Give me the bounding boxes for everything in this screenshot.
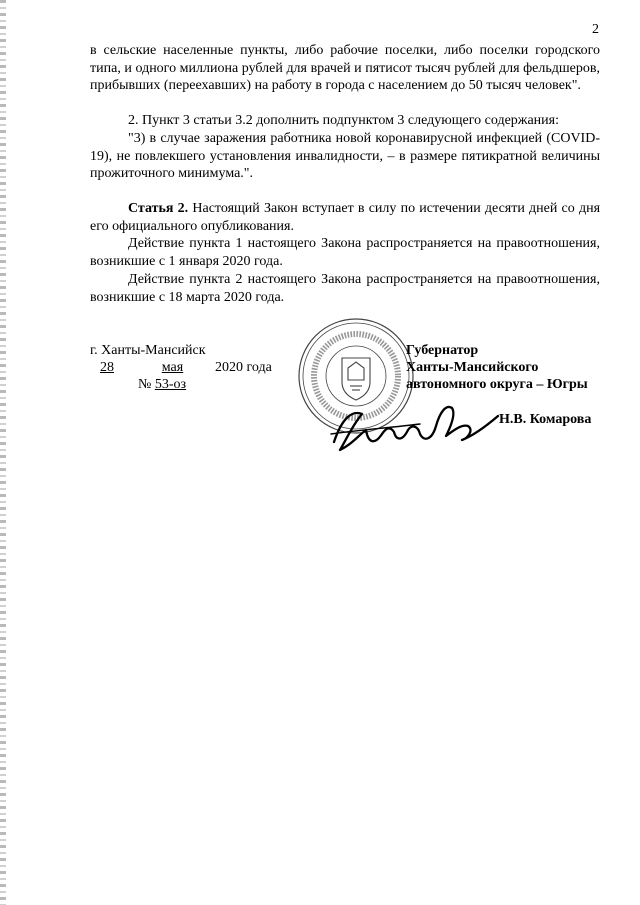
signing-place: г. Ханты-Мансийск bbox=[90, 343, 206, 358]
law-number-value: 53-оз bbox=[154, 377, 187, 392]
governor-title-2: Ханты-Мансийского bbox=[406, 360, 539, 375]
paragraph-amendment: 2. Пункт 3 статьи 3.2 дополнить подпунктом 3 следующего содержания: bbox=[128, 113, 559, 128]
signing-month: мая bbox=[161, 360, 184, 375]
signing-date bbox=[90, 360, 272, 376]
law-number-prefix: № bbox=[138, 377, 152, 392]
article-text: Настоящий Закон вступает в силу по истечении десяти дней со дня его официального опубликования. bbox=[90, 201, 601, 234]
effect-paragraph-2: Действие пункта 2 настоящего Закона распространяется на правоотношения, возникшие с 18 марта 2020 года. bbox=[90, 272, 600, 305]
binding-edge bbox=[0, 0, 6, 905]
paragraph-continuation: в сельские населенные пункты, либо рабочие поселки, либо поселки городского типа, и одного миллиона рублей для врачей и пятисот тысяч рублей для фельдшеров, прибывших (переехавших) на работу в города с населением до 50 тысяч человек". bbox=[90, 43, 600, 94]
signing-year: 2020 года bbox=[215, 360, 272, 375]
law-number bbox=[138, 377, 186, 393]
governor-name: Н.В. Комарова bbox=[499, 412, 592, 427]
governor-title-3: автономного округа – Югры bbox=[406, 377, 588, 392]
article-label: Статья 2. bbox=[128, 201, 189, 216]
paragraph-subclause: "3) в случае заражения работника новой коронавирусной инфекцией (COVID-19), не повлекшего установления инвалидности, – в размере пятикратной величины прожиточного минимума.". bbox=[90, 131, 600, 182]
page-number: 2 bbox=[592, 22, 599, 37]
signing-day: 28 bbox=[100, 360, 114, 375]
governor-title-1: Губернатор bbox=[406, 343, 479, 358]
article-2 bbox=[90, 200, 600, 235]
signature bbox=[328, 390, 503, 460]
effect-paragraph-1: Действие пункта 1 настоящего Закона распространяется на правоотношения, возникшие с 1 января 2020 года. bbox=[90, 236, 600, 269]
